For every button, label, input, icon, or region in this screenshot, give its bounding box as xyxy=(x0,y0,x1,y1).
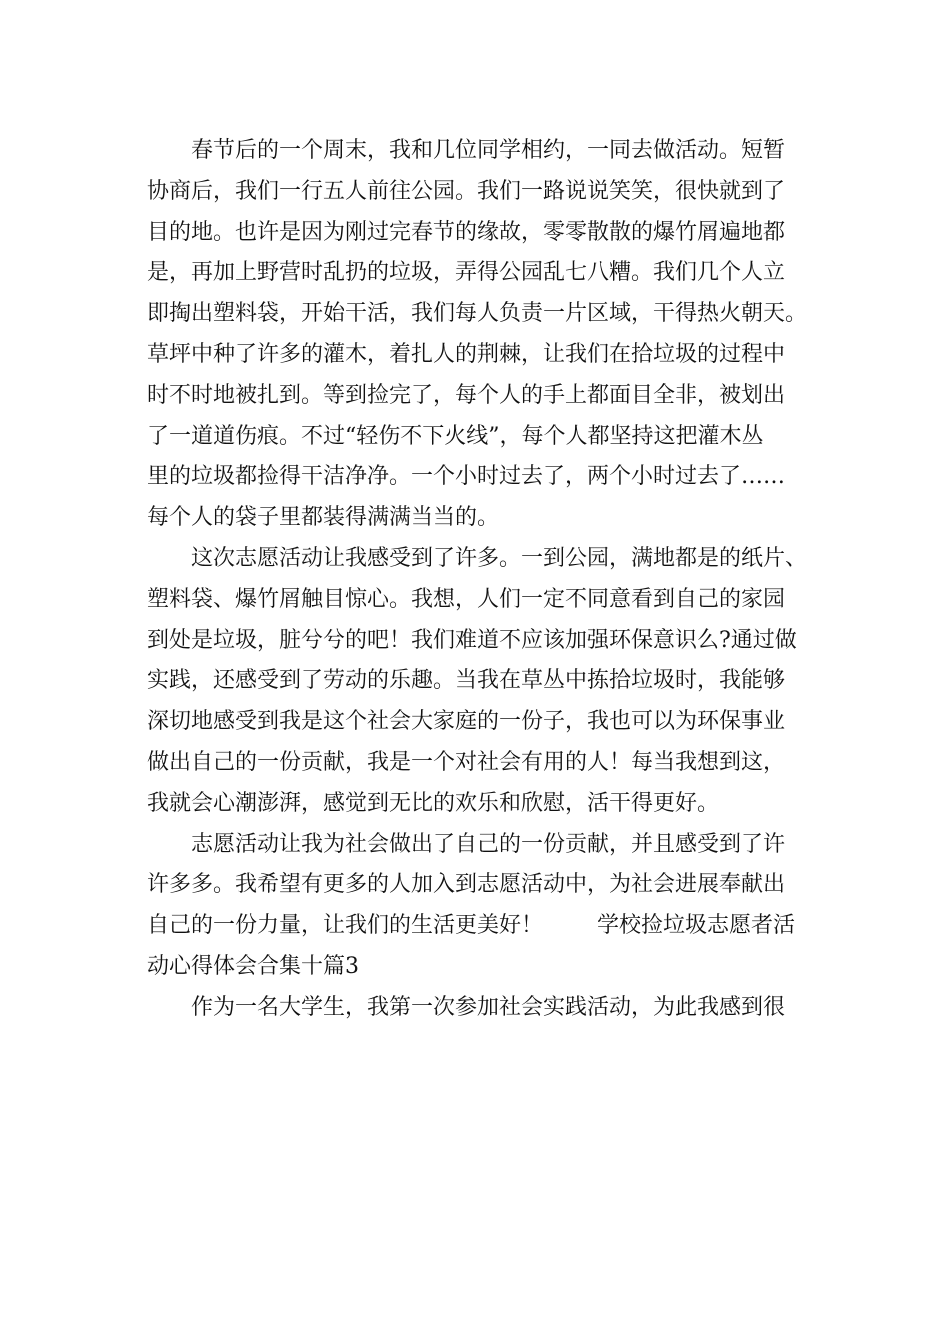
text-line: 塑料袋、爆竹屑触目惊心。我想，人们一定不同意看到自己的家园 xyxy=(147,586,786,612)
text-line: 是，再加上野营时乱扔的垃圾，弄得公园乱七八糟。我们几个人立 xyxy=(147,260,786,286)
text-line: 这次志愿活动让我感受到了许多。一到公园，满地都是的纸片、 xyxy=(191,545,808,571)
text-line: 深切地感受到我是这个社会大家庭的一份子，我也可以为环保事业 xyxy=(147,709,786,735)
text-line: 即掏出塑料袋，开始干活，我们每人负责一片区域，干得热火朝天。 xyxy=(147,301,808,327)
text-line: 时不时地被扎到。等到捡完了，每个人的手上都面目全非，被划出 xyxy=(147,382,786,408)
text-line: 了一道道伤痕。不过“轻伤不下火线”，每个人都坚持这把灌木丛 xyxy=(147,423,764,449)
text-line: 我就会心潮澎湃，感觉到无比的欢乐和欣慰，活干得更好。 xyxy=(147,790,720,816)
document-body xyxy=(147,131,817,1029)
paragraph-end-text: 自己的一份力量，让我们的生活更美好！ xyxy=(147,913,544,939)
text-line: 里的垃圾都捡得干洁净净。一个小时过去了，两个小时过去了…… xyxy=(147,464,786,490)
text-line: 到处是垃圾，脏兮兮的吧！我们难道不应该加强环保意识么?通过做 xyxy=(147,627,797,653)
text-line: 每个人的袋子里都装得满满当当的。 xyxy=(147,505,500,531)
text-line: 作为一名大学生，我第一次参加社会实践活动，为此我感到很 xyxy=(191,994,786,1020)
text-line: 目的地。也许是因为刚过完春节的缘故，零零散散的爆竹屑遍地都 xyxy=(147,219,786,245)
text-line xyxy=(147,906,817,947)
text-line: 春节后的一个周末，我和几位同学相约，一同去做活动。短暂 xyxy=(191,138,786,163)
text-line: 草坪中种了许多的灌木，着扎人的荆棘，让我们在拾垃圾的过程中 xyxy=(147,341,786,367)
section-heading-part2: 动心得体会合集十篇3 xyxy=(147,953,359,979)
text-line: 实践，还感受到了劳动的乐趣。当我在草丛中拣拾垃圾时，我能够 xyxy=(147,668,786,694)
text-line: 志愿活动让我为社会做出了自己的一份贡献，并且感受到了许 xyxy=(191,831,786,857)
text-line: 许多多。我希望有更多的人加入到志愿活动中，为社会进展奉献出 xyxy=(147,872,786,898)
text-line: 协商后，我们一行五人前往公园。我们一路说说笑笑，很快就到了 xyxy=(147,178,786,204)
text-line: 做出自己的一份贡献，我是一个对社会有用的人！每当我想到这， xyxy=(147,749,786,775)
section-heading-part1: 学校捡垃圾志愿者活 xyxy=(597,913,796,939)
